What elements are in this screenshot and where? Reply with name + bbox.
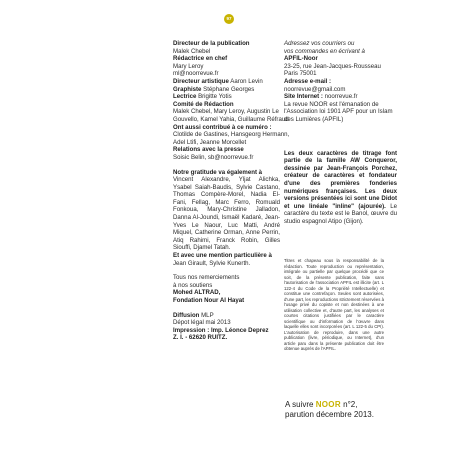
next-issue-notice: A suivre NOOR n°2, parution décembre 2013. bbox=[285, 400, 374, 419]
right-column: Adressez vos courriers ou vos commandes en écrivant à APFIL-Noor 23-25, rue Jean-Jacques-Rousseau Paris 75001 Adresse e-mail : noorrevue@gmail.com Site Internet : noorrevue.fr La revue NOOR est l'émanation de l'Association loi 1901 APF pour un Islam des Lumières (APFIL) Les deux caractères de titrage font partie de la famille AW Conqueror, dessinée par Jean-François Porchez, créateur de caractères et fondateur d'une des premières fonderies numériques françaises. Les deux versions présentées ici sont une Didot et une linéale "inline" (ajourée). Le caractère du texte est le Banol, œuvre du studio espagnol Atipo (Gijon). bbox=[284, 40, 397, 225]
email-value[interactable]: noorrevue@gmail.com bbox=[284, 85, 346, 93]
printing-section: Diffusion MLP Dépot légal mai 2013 Impression : Imp. Léonce Deprez Z. I. - 62620 RUITZ. bbox=[173, 311, 269, 342]
credit-lectrice: Lectrice Brigitte Yotis bbox=[173, 93, 232, 101]
gratitude-section: Notre gratitude va également à Vincent Alexandre, Yljat Alichka, Ysabel Saiah-Baudis, Sylvie Castano, Thomas Compère-Morel, Nadia El-Fani, Fellag, Marc Ferro, Romuald Fonkoua, Mary-Christine Jalladon, Danna Al-Joundi, Ismaël Kadaré, Jean-Yves Le Naour, Luc Matti, André Miquel, Catherine Orman, Anne Perrin, Atiq Rahimi, Franck Robin, Gilles Siouffi, Djamel Tatah. Et avec une mention particulière à Jean Girault, Sylvie Kunerth. bbox=[173, 168, 280, 267]
credit-press: Relations avec la presse Soisic Belin, sb@noorrevue.fr bbox=[173, 146, 254, 161]
noor-brand: NOOR bbox=[315, 400, 341, 409]
address-intro: Adressez vos courriers ou bbox=[284, 40, 355, 47]
credit-publication-director bbox=[173, 40, 290, 55]
credit-editor-in-chief bbox=[173, 55, 290, 78]
site-line: Site Internet : noorrevue.fr bbox=[284, 93, 358, 101]
email-label: Adresse e-mail : bbox=[284, 77, 332, 85]
left-column bbox=[173, 40, 290, 342]
credit-art-director: Directeur artistique Aaron Levin bbox=[173, 77, 263, 85]
site-link[interactable]: noorrevue.fr bbox=[324, 93, 358, 101]
credit-contributors: Ont aussi contribué à ce numéro : Clotilde de Gastines, Hansgeorg Hermann, Adel Ltifi, Jeanne Morcellet bbox=[173, 123, 290, 146]
rights-notice: Titres et chapeau sous la responsabilité de la rédaction. Toute reproduction ou représentation, intégrale ou partielle par quelque procédé que ce soit, de la présente publication, faite sans l'autorisation de l'association APFIL est illicite (art. L 122-4 du Code de la Propriété Intellectuelle) et constitue une contrefaçon. Seules sont autorisées, d'une part, les reproductions strictement réservées à l'usage privé du copiste et non destinées à une utilisation collective et, d'autre part, les analyses et courtes citations justifiées par le caractère scientifique ou d'information de l'œuvre dans laquelle elles sont incorporées (art. L 122-5 du CPI). L'autorisation de reproduire, dans une autre publication (livre, périodique, ou Internet), d'un article paru dans la présente publication doit être obtenue auprès de l'APFIL. bbox=[284, 258, 384, 351]
credit-role: Rédactrice en chef bbox=[173, 55, 228, 63]
address-line: 23-25, rue Jean-Jacques-Rousseau bbox=[284, 62, 381, 70]
typography-note: Les deux caractères de titrage font partie de la famille AW Conqueror, dessinée par Jean-François Porchez, créateur de caractères et fondateur d'une des premières fonderies numériques françaises. Les deux versions présentées ici sont une Didot et une linéale "inline" (ajourée). Le caractère du texte est le Banol, œuvre du studio espagnol Atipo (Gijon). bbox=[284, 149, 397, 225]
credit-role: Directeur de la publication bbox=[173, 40, 250, 47]
credit-email: ml@noorrevue.fr bbox=[173, 70, 219, 78]
credit-comite: Comité de Rédaction Malek Chebel, Mary Leroy, Augustin Le Gouvello, Kamel Yahia, Guillaume Réfraud bbox=[173, 100, 289, 123]
address-line: Paris 75001 bbox=[284, 70, 317, 78]
credit-graphiste: Graphiste Stéphane Georges bbox=[173, 85, 255, 93]
page-number-badge: 97 bbox=[224, 14, 234, 24]
thanks-section: Tous nos remerciements à nos soutiens Mohed ALTRAD, Fondation Nour Al Hayat bbox=[173, 274, 245, 304]
credit-name: Malek Chebel bbox=[173, 47, 211, 55]
org-name: APFIL-Noor bbox=[284, 55, 318, 63]
credit-name: Mary Leroy bbox=[173, 62, 204, 70]
emanation-text: La revue NOOR est l'émanation de l'Association loi 1901 APF pour un Islam des Lumières (APFIL) bbox=[284, 100, 393, 123]
